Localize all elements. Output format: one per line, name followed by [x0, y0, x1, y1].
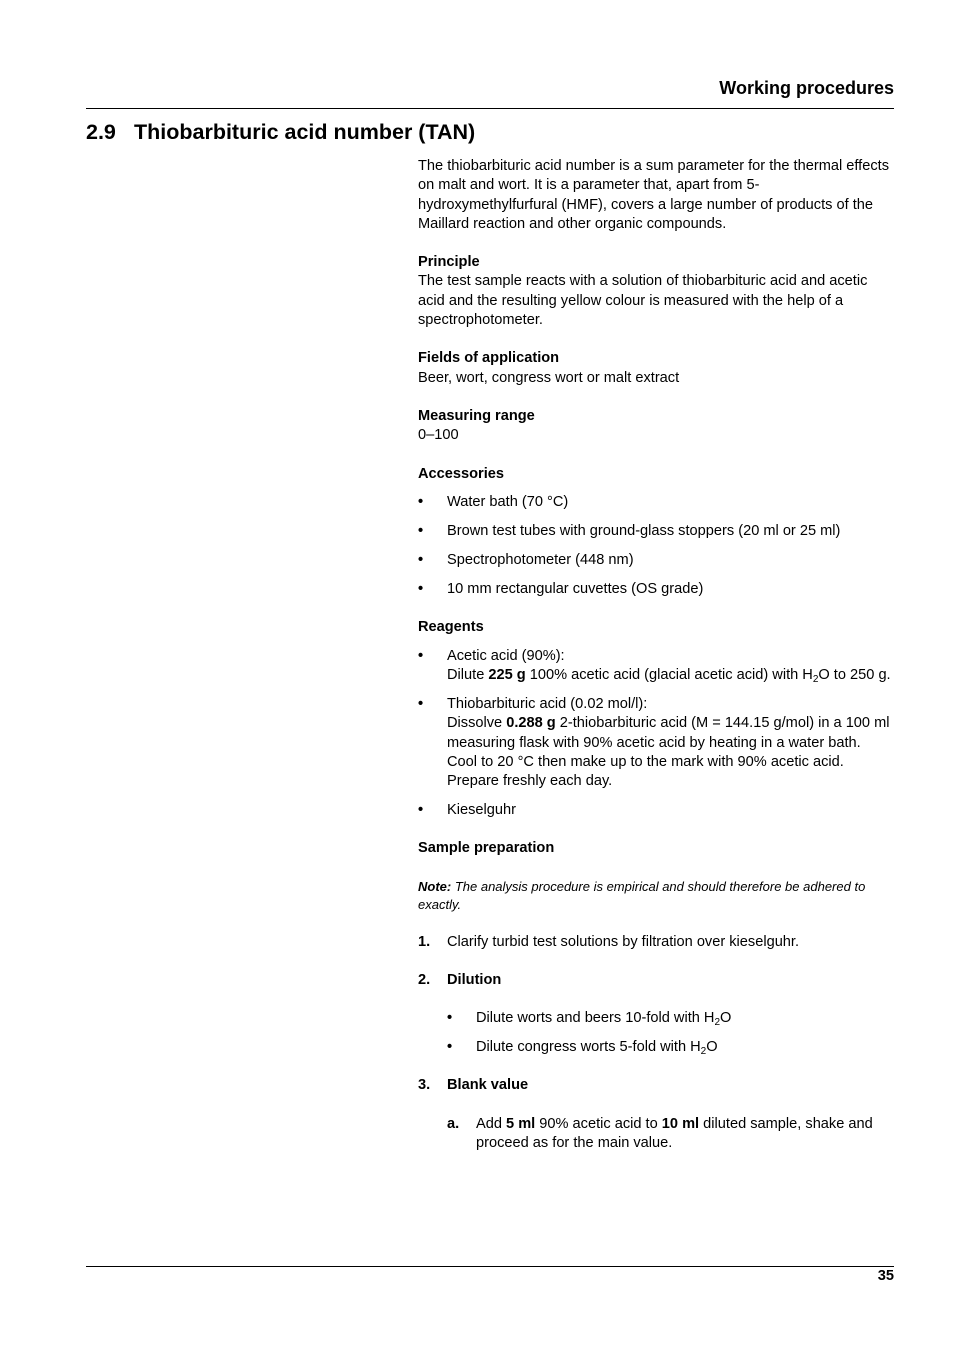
accessory-text: 10 mm rectangular cuvettes (OS grade) — [447, 580, 704, 597]
range-heading: Measuring range — [418, 407, 535, 424]
reagent-amount: 225 g — [488, 667, 526, 684]
bullet-icon: • — [418, 580, 424, 597]
reagent-text: Dissolve — [447, 715, 507, 732]
accessory-text: Brown test tubes with ground-glass stoppers (20 ml or 25 ml) — [447, 523, 841, 540]
sample-prep-heading: Sample preparation — [418, 840, 555, 857]
substep-text: Add — [476, 1115, 507, 1132]
principle-heading: Principle — [418, 254, 480, 271]
bullet-icon: • — [418, 494, 424, 511]
bullet-icon: • — [418, 523, 424, 540]
step-2 — [418, 971, 894, 1057]
step-text: Clarify turbid test solutions by filtration over kieselguhr. — [447, 933, 800, 950]
step-3 — [418, 1076, 894, 1153]
list-item — [418, 522, 894, 541]
dilution-text: Dilute worts and beers 10-fold with H — [476, 1010, 715, 1027]
note-text: The analysis procedure is empirical and should therefore be adhered to exactly. — [418, 878, 866, 912]
accessories-heading: Accessories — [418, 465, 505, 482]
reagent-amount: 0.288 g — [506, 715, 556, 732]
fields-block — [418, 349, 894, 388]
list-item — [418, 647, 894, 686]
note-label: Note: — [418, 878, 452, 894]
accessory-text: Spectrophotometer (448 nm) — [447, 551, 634, 568]
list-item — [447, 1038, 894, 1057]
list-item — [418, 551, 894, 570]
step-title: Blank value — [447, 1077, 529, 1094]
list-item — [418, 580, 894, 599]
fields-text: Beer, wort, congress wort or malt extract — [418, 369, 680, 386]
principle-block — [418, 253, 894, 330]
footer-rule — [86, 1266, 894, 1267]
subscript: 2 — [812, 674, 819, 686]
list-item — [418, 493, 894, 512]
reagent-title: Acetic acid (90%): — [447, 647, 565, 664]
step-number: 3. — [418, 1077, 431, 1094]
amount: 5 ml — [506, 1115, 536, 1132]
list-item — [418, 695, 894, 791]
step-title: Dilution — [447, 971, 502, 988]
reagent-title: Thiobarbituric acid (0.02 mol/l): — [447, 695, 648, 712]
step-1 — [418, 933, 894, 952]
accessories-list — [418, 493, 894, 599]
bullet-icon: • — [447, 1038, 453, 1055]
reagent-text: O to 250 g. — [818, 667, 891, 684]
intro-paragraph: The thiobarbituric acid number is a sum parameter for the thermal effects on malt and wort. It is a parameter that, apart from 5-hydroxymethylfurfural (HMF), covers a large number of products of the Maillard reaction and other organic compounds. — [418, 158, 889, 232]
blank-value-substeps — [447, 1115, 894, 1154]
page-number: 35 — [877, 1268, 894, 1284]
bullet-icon: • — [447, 1010, 453, 1027]
amount: 10 ml — [661, 1115, 700, 1132]
bullet-icon: • — [418, 801, 424, 818]
reagent-text: Kieselguhr — [447, 801, 516, 818]
section-title — [86, 120, 475, 145]
fields-heading: Fields of application — [418, 350, 560, 367]
reagents-heading: Reagents — [418, 619, 484, 636]
range-block — [418, 407, 894, 446]
reagent-text: Dilute — [447, 667, 489, 684]
step-number: 1. — [418, 933, 431, 950]
list-item — [447, 1009, 894, 1028]
bullet-icon: • — [418, 695, 424, 712]
bullet-icon: • — [418, 551, 424, 568]
substep-text: diluted sample, shake and proceed as for the main value. — [476, 1115, 873, 1151]
dilution-text: O — [720, 1010, 732, 1027]
subscript: 2 — [714, 1017, 721, 1029]
reagent-text: 2-thiobarbituric acid (M = 144.15 g/mol) in a 100 ml measuring flask with 90% acetic acid by heating in a water bath. Cool to 20 °C then make up to the mark with 90% acetic acid. Prepare freshly each day. — [447, 715, 890, 790]
list-item — [447, 1115, 894, 1154]
accessory-text: Water bath (70 °C) — [447, 494, 569, 511]
header-rule — [86, 108, 894, 109]
dilution-list — [447, 1009, 894, 1057]
note — [418, 878, 894, 914]
subscript: 2 — [700, 1045, 707, 1057]
procedure-steps — [418, 933, 894, 1154]
list-item — [418, 801, 894, 820]
bullet-icon: • — [418, 647, 424, 664]
substep-text: 90% acetic acid to — [535, 1115, 662, 1132]
step-number: 2. — [418, 971, 431, 988]
substep-label: a. — [447, 1115, 460, 1132]
dilution-text: O — [706, 1038, 718, 1055]
section-number: 2.9 — [86, 120, 116, 144]
section-title-text: Thiobarbituric acid number (TAN) — [134, 120, 476, 144]
principle-text: The test sample reacts with a solution of thiobarbituric acid and acetic acid and the resulting yellow colour is measured with the help of a spectrophotometer. — [418, 273, 868, 329]
range-text: 0–100 — [418, 427, 459, 444]
main-content — [418, 157, 894, 1172]
reagents-list — [418, 647, 894, 820]
running-header: Working procedures — [719, 78, 894, 98]
dilution-text: Dilute congress worts 5-fold with H — [476, 1038, 701, 1055]
reagent-text: 100% acetic acid (glacial acetic acid) with H — [525, 667, 813, 684]
